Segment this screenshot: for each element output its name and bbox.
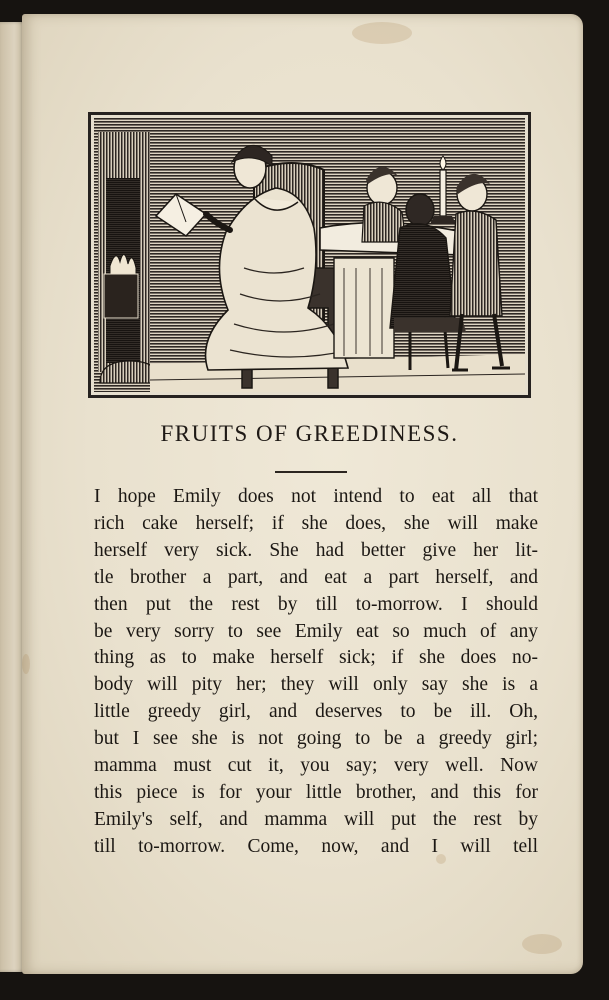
text-line: mamma must cut it, you say; very well. Now: [94, 755, 538, 777]
text-line: Emily's self, and mamma will put the rest by: [94, 808, 538, 830]
text-line: till to-morrow. Come, now, and I will tell: [94, 835, 538, 857]
fire-flames: [110, 254, 136, 276]
text-line: herself very sick. She had better give her lit-: [94, 539, 538, 561]
text-line: tle brother a part, and eat a part herself, and: [94, 566, 538, 588]
boy-jacket: [450, 211, 502, 316]
text-line: this piece is for your little brother, and this for: [94, 781, 538, 803]
story-title: FRUITS OF GREEDINESS.: [160, 421, 459, 446]
text-line: I hope Emily does not intend to eat all that: [94, 486, 538, 507]
child-coat: [390, 224, 456, 328]
body-text: [94, 484, 538, 861]
paper-stain: [22, 654, 30, 674]
text-line: be very sorry to see Emily eat so much of any: [94, 620, 538, 642]
fire-grate: [104, 274, 138, 318]
tablecloth: [334, 258, 394, 358]
text-line: body will pity her; they will only say she is a: [94, 674, 538, 696]
engraving-artwork: [94, 118, 525, 392]
engraving-illustration: [88, 112, 531, 398]
candle: [440, 170, 446, 216]
paper-stain: [352, 22, 412, 44]
text-line: rich cake herself; if she does, she will make: [94, 512, 538, 534]
text-line: little greedy girl, and deserves to be ill. Oh,: [94, 701, 538, 723]
text-line: but I see she is not going to be a greedy girl;: [94, 728, 538, 750]
text-line: thing as to make herself sick; if she does no-: [94, 647, 538, 669]
title-rule: [275, 471, 347, 473]
paper-stain: [522, 934, 562, 954]
stool: [394, 318, 466, 332]
child-head: [406, 194, 434, 226]
text-line: then put the rest by till to-morrow. I should: [94, 593, 538, 615]
candlestick: [430, 216, 456, 224]
facing-page-edge: [0, 22, 24, 972]
